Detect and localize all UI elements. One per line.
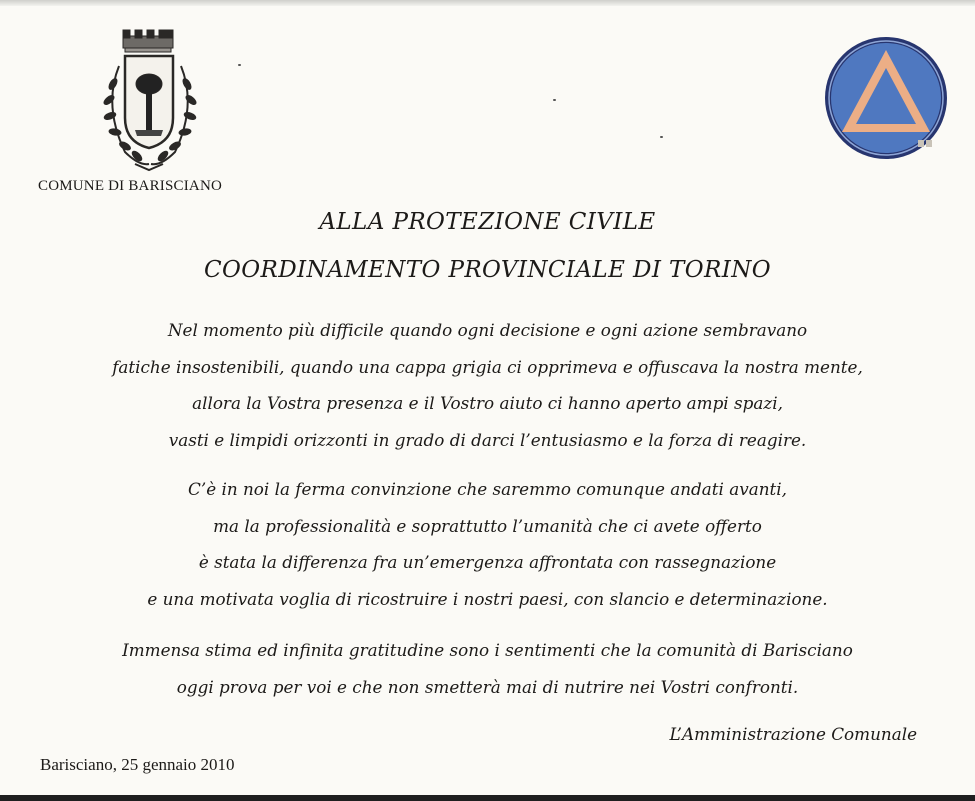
- signature: L’Amministrazione Comunale: [669, 724, 917, 744]
- place-date: Barisciano, 25 gennaio 2010: [40, 755, 235, 774]
- page-bottom-edge: [0, 795, 975, 801]
- paragraph-line: Immensa stima ed infinita gratitudine sono i sentimenti che la comunità di Barisciano: [122, 640, 853, 660]
- letter-sheet: [0, 6, 975, 795]
- paragraph-line: e una motivata voglia di ricostruire i nostri paesi, con slancio e determinazione.: [147, 588, 828, 609]
- paragraph-line: fatiche insostenibili, quando una cappa grigia ci opprimeva e offuscava la nostra mente,: [112, 356, 863, 377]
- paper-speck: [660, 136, 663, 138]
- paragraph-line: è stata la differenza fra un’emergenza affrontata con rassegnazione: [198, 552, 777, 572]
- paragraph-1: [0, 312, 975, 458]
- paragraph-line: ma la professionalità e soprattutto l’umanità che ci avete offerto: [213, 515, 762, 536]
- paper-speck: [553, 99, 556, 101]
- comune-name: COMUNE DI BARISCIANO: [38, 178, 223, 194]
- municipal-coat-of-arms-icon: [95, 26, 205, 176]
- title-line-2: COORDINAMENTO PROVINCIALE DI TORINO: [203, 257, 771, 283]
- paragraph-line: oggi prova per voi e che non smetterà mai di nutrire nei Vostri confronti.: [176, 676, 799, 697]
- paragraph-line: C’è in noi la ferma convinzione che saremmo comunque andati avanti,: [188, 479, 787, 499]
- paragraph-3: [0, 632, 975, 705]
- protezione-civile-triangle-logo-icon: [822, 36, 950, 176]
- paragraph-2: [0, 471, 975, 617]
- paper-speck: [238, 64, 241, 66]
- title-line-1: ALLA PROTEZIONE CIVILE: [319, 209, 656, 235]
- paragraph-line: Nel momento più difficile quando ogni decisione e ogni azione sembravano: [167, 320, 808, 340]
- paragraph-line: vasti e limpidi orizzonti in grado di darci l’entusiasmo e la forza di reagire.: [168, 429, 807, 450]
- paragraph-line: allora la Vostra presenza e il Vostro aiuto ci hanno aperto ampi spazi,: [192, 393, 783, 413]
